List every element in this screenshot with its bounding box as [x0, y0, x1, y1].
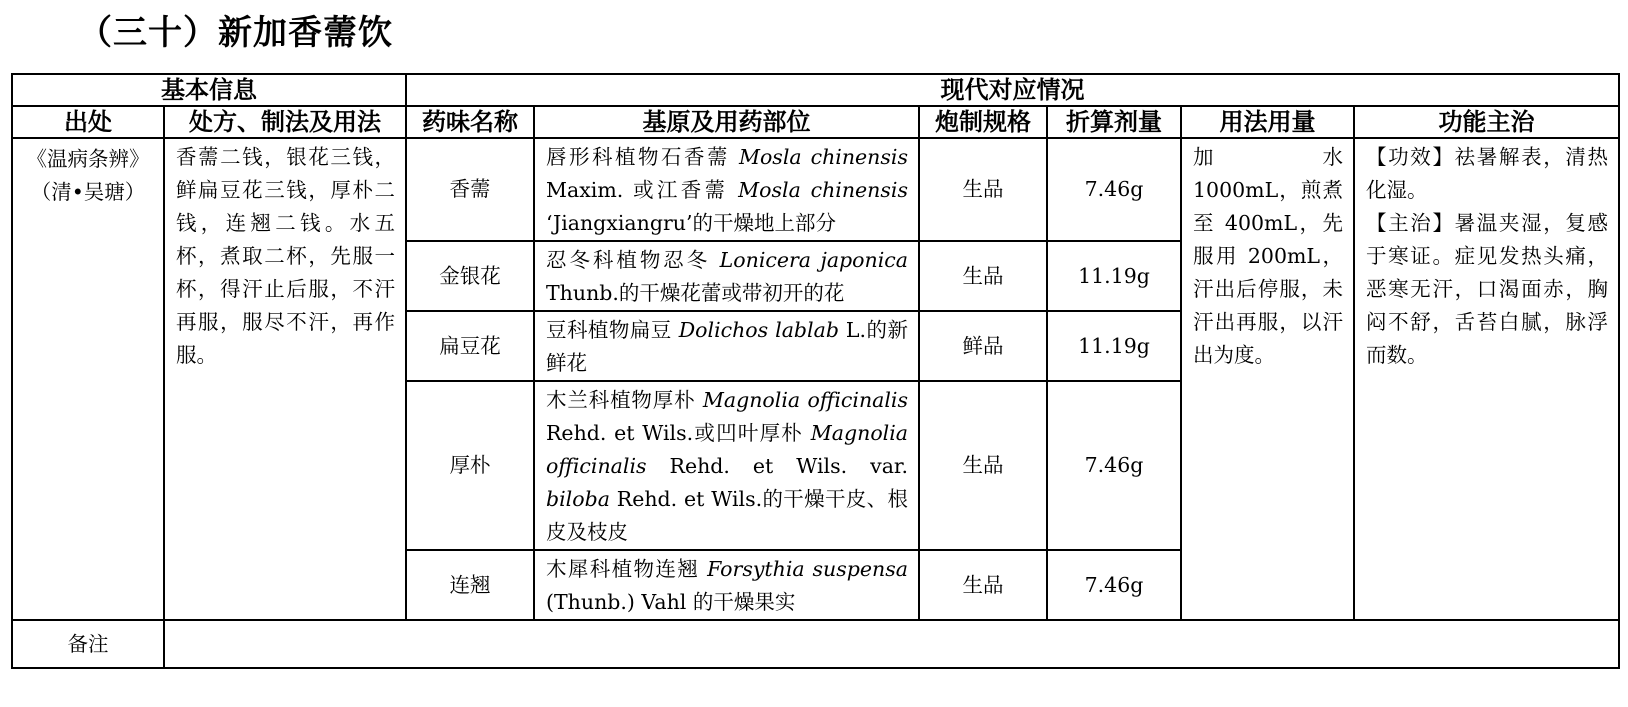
latin-name: biloba: [546, 487, 610, 511]
herb-processing: 生品: [919, 550, 1047, 620]
herb-dose: 11.19g: [1047, 311, 1181, 381]
remark-value: [164, 620, 1619, 668]
herb-dose: 7.46g: [1047, 381, 1181, 550]
header-herb-name: 药味名称: [406, 106, 534, 138]
herb-name: 金银花: [406, 241, 534, 311]
herb-origin: 木犀科植物连翘 Forsythia suspensa (Thunb.) Vahl 的干燥果实: [534, 550, 919, 620]
herb-origin: 豆科植物扁豆 Dolichos lablab L.的新鲜花: [534, 311, 919, 381]
herb-origin: 唇形科植物石香薷 Mosla chinensis Maxim. 或江香薷 Mosla chinensis ‘Jiangxiangru’的干燥地上部分: [534, 138, 919, 241]
header-processing: 炮制规格: [919, 106, 1047, 138]
header-source: 出处: [12, 106, 164, 138]
function-cell: [1354, 138, 1619, 620]
function-efficacy: 【功效】祛暑解表，清热化湿。: [1366, 145, 1609, 202]
herb-row: [12, 138, 1619, 241]
herb-origin: 木兰科植物厚朴 Magnolia officinalis Rehd. et Wils.或凹叶厚朴 Magnolia officinalis Rehd. et Wils. var. biloba Rehd. et Wils.的干燥干皮、根皮及枝皮: [534, 381, 919, 550]
latin-name: Lonicera japonica: [719, 248, 908, 272]
header-origin: 基原及用药部位: [534, 106, 919, 138]
header-prescription: 处方、制法及用法: [164, 106, 406, 138]
latin-name: Forsythia suspensa: [707, 557, 908, 581]
herb-name: 厚朴: [406, 381, 534, 550]
recipe-table: [11, 73, 1620, 669]
herb-processing: 生品: [919, 241, 1047, 311]
page-title: （三十）新加香薷饮: [78, 13, 393, 53]
function-indication: 【主治】暑温夹湿，复感于寒证。症见发热头痛，恶寒无汗，口渴面赤，胸闷不舒，舌苔白腻，脉浮而数。: [1366, 211, 1609, 367]
herb-name: 香薷: [406, 138, 534, 241]
latin-name: Dolichos lablab: [678, 318, 839, 342]
herb-origin: 忍冬科植物忍冬 Lonicera japonica Thunb.的干燥花蕾或带初开的花: [534, 241, 919, 311]
latin-name: Magnolia officinalis: [702, 388, 908, 412]
remark-row: [12, 620, 1619, 668]
remark-label: 备注: [12, 620, 164, 668]
header-function: 功能主治: [1354, 106, 1619, 138]
header-dose: 折算剂量: [1047, 106, 1181, 138]
source-author: （清•吴瑭）: [30, 180, 146, 204]
source-book: 《温病条辨》: [26, 147, 150, 171]
latin-name: Mosla chinensis: [738, 178, 908, 202]
herb-processing: 鲜品: [919, 311, 1047, 381]
herb-name: 连翘: [406, 550, 534, 620]
herb-dose: 11.19g: [1047, 241, 1181, 311]
herb-dose: 7.46g: [1047, 550, 1181, 620]
herb-name: 扁豆花: [406, 311, 534, 381]
header-row-columns: [12, 106, 1619, 138]
header-basic-info: 基本信息: [12, 74, 406, 106]
header-row-group: [12, 74, 1619, 106]
header-usage: 用法用量: [1181, 106, 1354, 138]
herb-processing: 生品: [919, 381, 1047, 550]
prescription-cell: 香薷二钱，银花三钱，鲜扁豆花三钱，厚朴二钱，连翘二钱。水五杯，煮取二杯，先服一杯，得汗止后服，不汗再服，服尽不汗，再作服。: [164, 138, 406, 620]
usage-cell: 加水 1000mL，煎煮至 400mL，先服用 200mL，汗出后停服，未汗出再服，以汗出为度。: [1181, 138, 1354, 620]
latin-name: Mosla chinensis: [738, 145, 908, 169]
latin-name: Magnolia officinalis: [546, 421, 908, 478]
header-modern: 现代对应情况: [406, 74, 1619, 106]
herb-processing: 生品: [919, 138, 1047, 241]
source-cell: [12, 138, 164, 620]
herb-dose: 7.46g: [1047, 138, 1181, 241]
